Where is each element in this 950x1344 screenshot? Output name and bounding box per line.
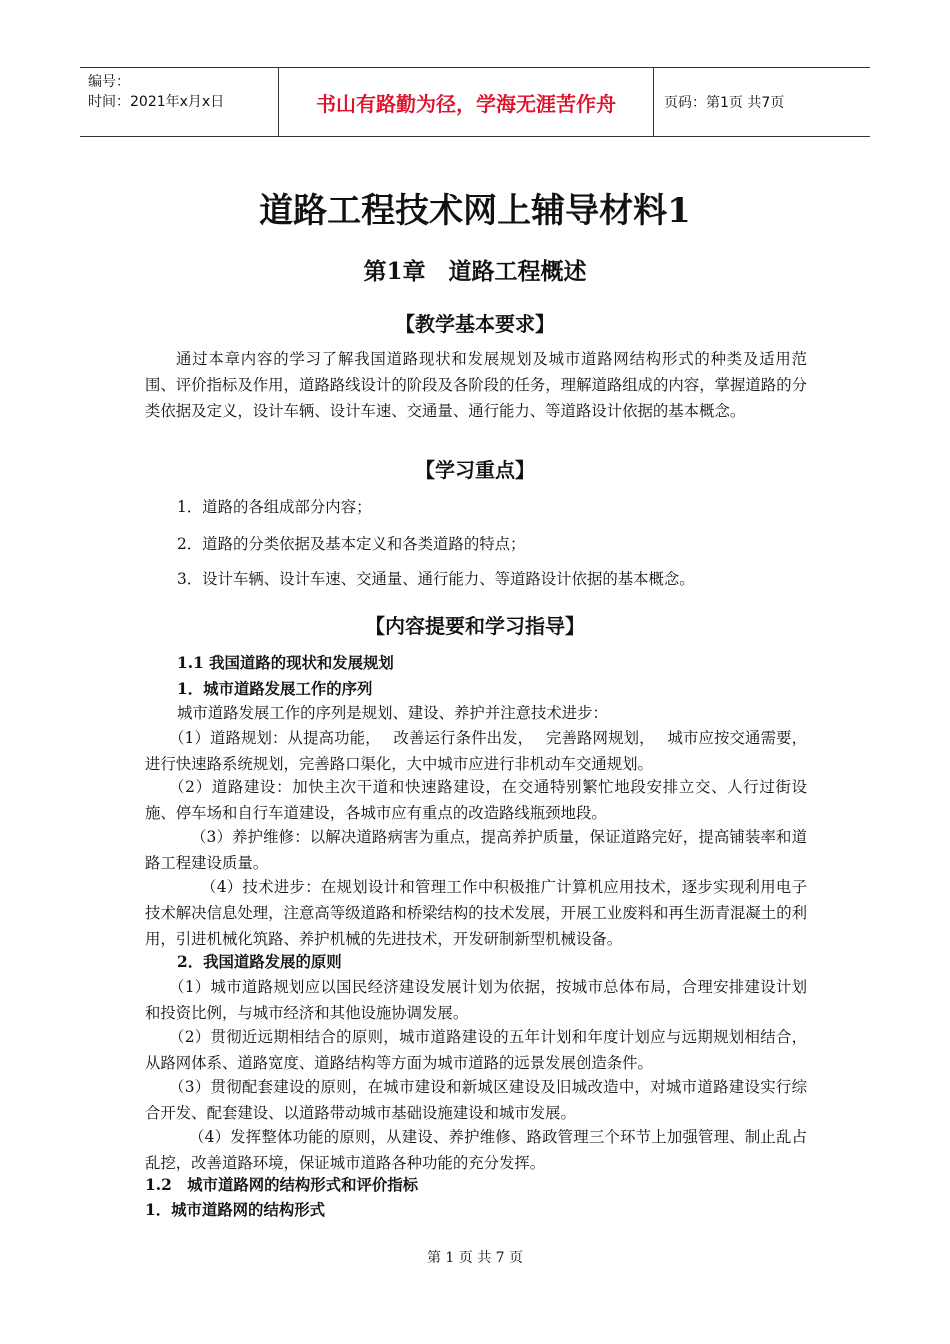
subsubsection-heading: 1．城市道路网的结构形式	[145, 1201, 326, 1219]
key-point-item: 2．道路的分类依据及基本定义和各类道路的特点；	[177, 535, 526, 553]
header-motto: 书山有路勤为径，学海无涯苦作舟	[316, 91, 616, 116]
body-paragraph: （1）城市道路规划应以国民经济建设发展计划为依据，按城市总体布局，合理安排建设计划和投资比例，与城市经济和其他设施协调发展。	[145, 978, 807, 1022]
body-paragraph: （1）道路规划：从提高功能， 改善运行条件出发， 完善路网规划， 城市应按交通需要，进行快速路系统规划，完善路口渠化，大中城市应进行非机动车交通规划。	[145, 729, 807, 773]
subsubsection-heading: 1．城市道路发展工作的序列	[177, 680, 373, 698]
body-paragraph: （4）技术进步：在规划设计和管理工作中积极推广计算机应用技术，逐步实现利用电子技术解决信息处理，注意高等级道路和桥梁结构的技术发展，开展工业废料和再生沥青混凝土的利用，引进机械化筑路、养护机械的先进技术，开发研制新型机械设备。	[145, 878, 807, 948]
header-divider	[653, 68, 654, 136]
body-paragraph: （3）养护维修：以解决道路病害为重点，提高养护质量，保证道路完好，提高铺装率和道路工程建设质量。	[145, 828, 807, 872]
body-paragraph: （4）发挥整体功能的原则，从建设、养护维修、路政管理三个环节上加强管理、制止乱占乱挖，改善道路环境，保证城市道路各种功能的充分发挥。	[145, 1128, 807, 1172]
body-paragraph: （3）贯彻配套建设的原则，在城市建设和新城区建设及旧城改造中，对城市道路建设实行综合开发、配套建设、以道路带动城市基础设施建设和城市发展。	[145, 1078, 807, 1122]
chapter-title: 第1章 道路工程概述	[363, 258, 587, 285]
key-point-item: 3．设计车辆、设计车速、交通量、通行能力、等道路设计依据的基本概念。	[177, 570, 695, 588]
document-title: 道路工程技术网上辅导材料1	[259, 191, 691, 231]
header-table	[80, 67, 870, 137]
section-heading-requirements: 【教学基本要求】	[395, 312, 555, 336]
subsection-heading: 1.2 城市道路网的结构形式和评价指标	[145, 1176, 419, 1194]
header-meta	[88, 72, 278, 112]
body-paragraph: （2）道路建设：加快主次干道和快速路建设，在交通特别繁忙地段安排立交、人行过街设施、停车场和自行车道建设，各城市应有重点的改造路线瓶颈地段。	[145, 778, 807, 822]
section-heading-key-points: 【学习重点】	[415, 458, 535, 482]
section-heading-content: 【内容提要和学习指导】	[365, 614, 585, 638]
body-paragraph: （2）贯彻近远期相结合的原则，城市道路建设的五年计划和年度计划应与远期规划相结合，从路网体系、道路宽度、道路结构等方面为城市道路的远景发展创造条件。	[145, 1028, 807, 1072]
serial-label: 编号：	[88, 74, 130, 90]
subsection-heading: 1.1 我国道路的现状和发展规划	[177, 654, 394, 672]
header-page-label: 页码：第1页 共7页	[664, 95, 785, 111]
page-footer: 第 1 页 共 7 页	[426, 1250, 524, 1266]
body-paragraph: 城市道路发展工作的序列是规划、建设、养护并注意技术进步：	[177, 704, 608, 722]
subsubsection-heading: 2．我国道路发展的原则	[177, 953, 342, 971]
requirements-paragraph: 通过本章内容的学习了解我国道路现状和发展规划及城市道路网结构形式的种类及适用范围、评价指标及作用，道路路线设计的阶段及各阶段的任务，理解道路组成的内容，掌握道路的分类依据及定义，设计车辆、设计车速、交通量、通行能力、等道路设计依据的基本概念。	[145, 350, 807, 420]
key-point-item: 1．道路的各组成部分内容；	[177, 498, 372, 516]
time-label: 时间：2021年x月x日	[88, 94, 225, 110]
